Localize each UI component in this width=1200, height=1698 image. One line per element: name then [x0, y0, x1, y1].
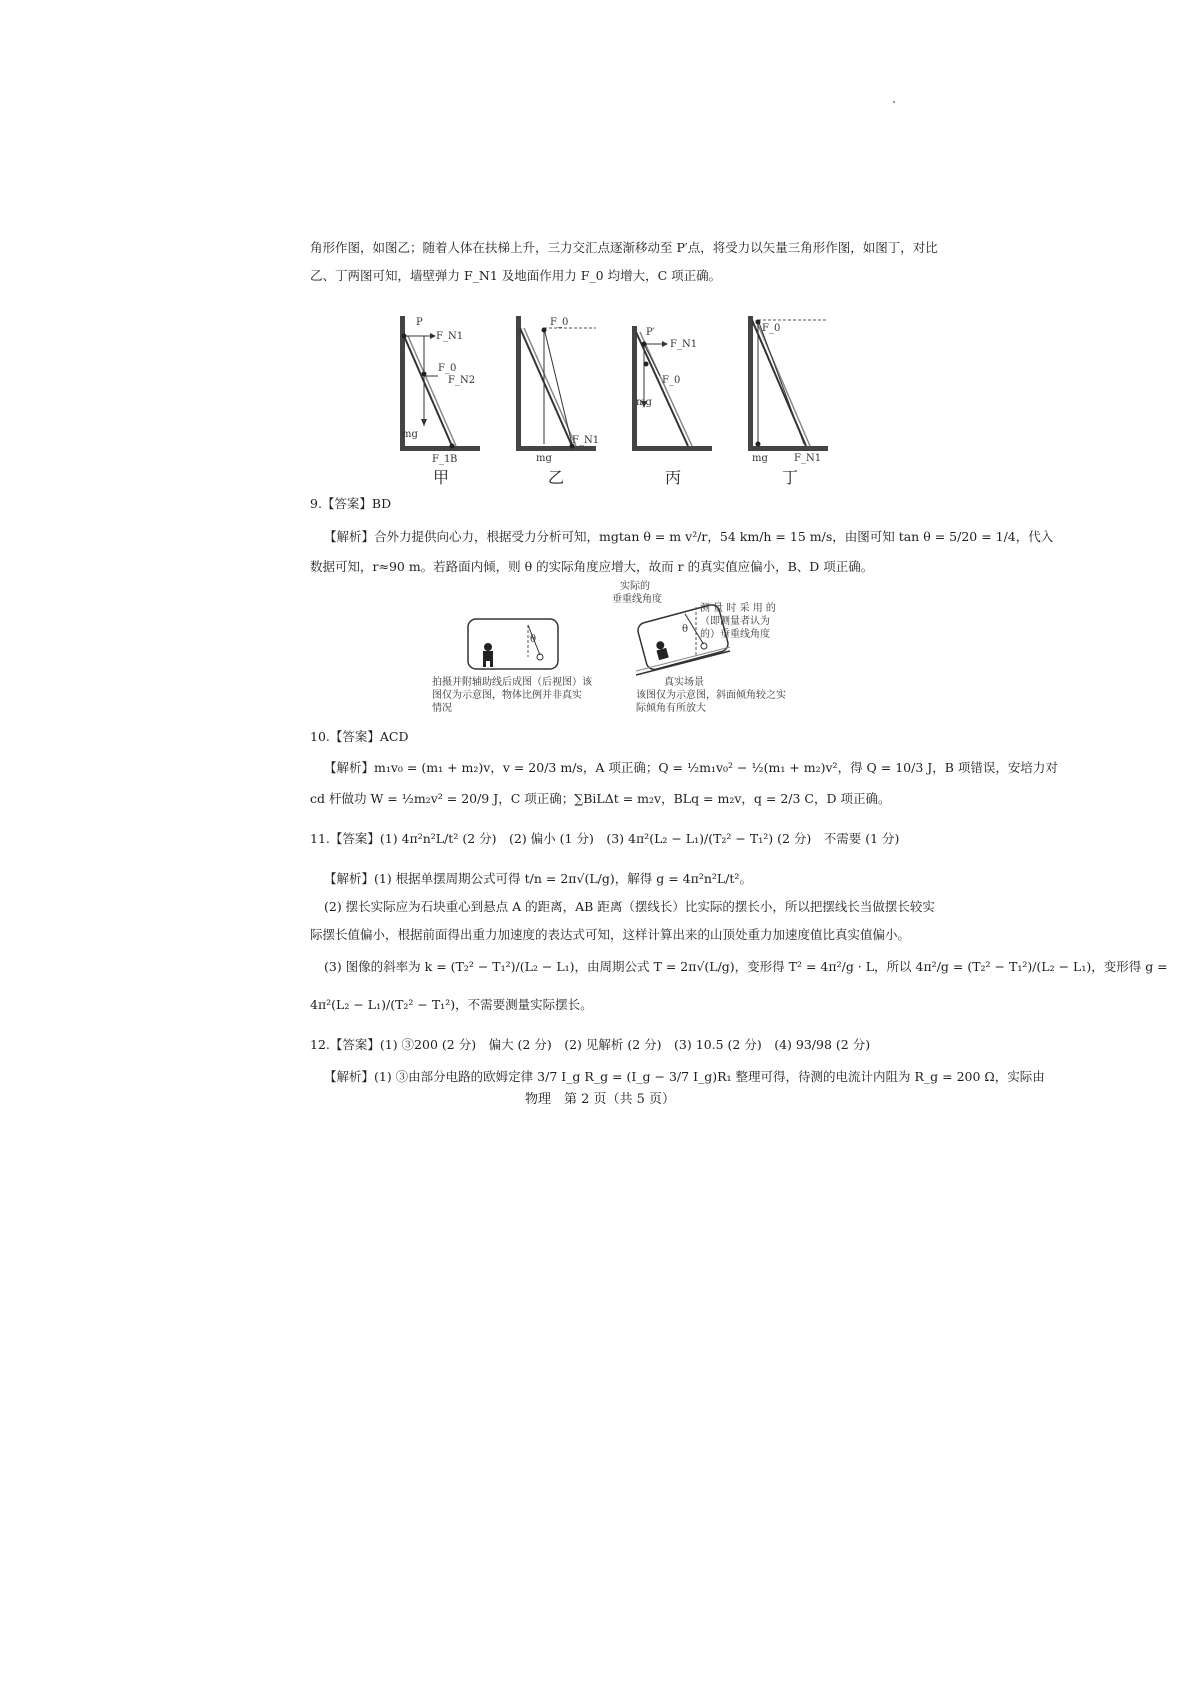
intro-line-2: 乙、丁两图可知，墙壁弹力 F_N1 及地面作用力 F_0 均增大，C 项正确。	[310, 268, 722, 283]
figure-label-ding: 丁	[781, 468, 798, 487]
figure-label-yi: 乙	[547, 468, 564, 487]
label-mg: mg	[636, 397, 652, 408]
q9-caption-right-2: 际倾角有所放大	[636, 703, 706, 714]
figure-ding-drawing	[742, 316, 834, 464]
figure-yi	[510, 316, 602, 464]
label-mg: mg	[402, 429, 418, 440]
label-mg: mg	[752, 453, 768, 464]
figure-label-bing: 丙	[664, 468, 681, 487]
q10-analysis-1: 【解析】m₁v₀ = (m₁ + m₂)v，v = 20/3 m/s，A 项正确；Q = ½m₁v₀² − ½(m₁ + m₂)v²，得 Q = 10/3 J，B 项错误，安培力对	[324, 760, 1058, 775]
label-f0: F_0	[438, 363, 457, 374]
q9-figure-left	[466, 617, 562, 673]
q9-label-actual-2: 垂重线角度	[612, 594, 662, 605]
label-fn1: F_N1	[670, 339, 698, 350]
scan-speck	[893, 101, 895, 103]
q9-label-real-scene: 真实场景	[664, 677, 704, 688]
q9-caption-left-3: 情况	[432, 703, 452, 714]
q10-analysis-2: cd 杆做功 W = ½m₂v² = 20/9 J，C 项正确；∑BiLΔt = m₂v，BLq = m₂v，q = 2/3 C，D 项正确。	[310, 791, 891, 806]
q9-analysis-2: 数据可知，r≈90 m。若路面内倾，则 θ 的实际角度应增大，故而 r 的真实值应偏小，B、D 项正确。	[310, 559, 874, 574]
bus-tilted-drawing	[636, 605, 732, 677]
label-f0: F_0	[662, 375, 681, 386]
q11-analysis-4: (3) 图像的斜率为 k = (T₂² − T₁²)/(L₂ − L₁)，由周期公式 T = 2π√(L/g)，变形得 T² = 4π²/g · L，所以 4π²/g = (T₂² − T₁²)/(L₂ − L₁)，变形得 g =	[324, 959, 1168, 974]
q9-caption-left-2: 图仅为示意图，物体比例并非真实	[432, 690, 582, 701]
q9-answer: 9.【答案】BD	[310, 496, 392, 511]
intro-line-1: 角形作图，如图乙；随着人体在扶梯上升，三力交汇点逐渐移动至 P′点，将受力以矢量三角形作图，如图丁，对比	[310, 240, 938, 255]
q11-answer: 11.【答案】(1) 4π²n²L/t² (2 分) (2) 偏小 (1 分) (3) 4π²(L₂ − L₁)/(T₂² − T₁²) (2 分) 不需要 (1 分)	[310, 831, 900, 846]
label-p: P	[416, 317, 423, 328]
label-p-prime: P′	[646, 327, 655, 338]
q9-label-measured-2: （即测量者认为	[700, 616, 770, 627]
theta-label: θ	[530, 634, 537, 645]
q12-answer: 12.【答案】(1) ③200 (2 分) 偏大 (2 分) (2) 见解析 (2 分) (3) 10.5 (2 分) (4) 93/98 (2 分)	[310, 1037, 871, 1052]
q9-caption-left-1: 拍摄并附辅助线后成图（后视图）该	[432, 677, 592, 688]
figure-jia	[390, 316, 482, 464]
theta-label-right: θ	[682, 624, 689, 635]
q9-analysis-1: 【解析】合外力提供向心力，根据受力分析可知，mgtan θ = m v²/r，54 km/h = 15 m/s，由图可知 tan θ = 5/20 = 1/4，代入	[324, 529, 1054, 544]
label-f0: F_0	[550, 317, 569, 328]
q11-analysis-2: (2) 摆长实际应为石块重心到悬点 A 的距离，AB 距离（摆线长）比实际的摆长小，所以把摆线长当做摆长较实	[324, 899, 935, 914]
figure-label-jia: 甲	[432, 468, 449, 487]
q10-answer: 10.【答案】ACD	[310, 729, 409, 744]
label-fn1: F_N1	[572, 435, 600, 446]
label-mg: mg	[536, 453, 552, 464]
label-fn1: F_N1	[794, 453, 822, 464]
q12-analysis-1: 【解析】(1) ③由部分电路的欧姆定律 3/7 I_g R_g = (I_g − 3/7 I_g)R₁ 整理可得，待测的电流计内阻为 R_g = 200 Ω，实际由	[324, 1069, 1045, 1084]
q9-label-actual-1: 实际的	[620, 581, 650, 592]
q11-analysis-1: 【解析】(1) 根据单摆周期公式可得 t/n = 2π√(L/g)，解得 g = 4π²n²L/t²。	[324, 871, 752, 886]
page-footer: 物理 第 2 页（共 5 页）	[524, 1092, 676, 1107]
figure-bing	[626, 316, 718, 464]
q9-label-measured-1: 测 量 时 采 用 的	[700, 603, 776, 614]
q9-caption-right-1: 该图仅为示意图，斜面倾角较之实	[636, 690, 786, 701]
label-fn1: F_N1	[436, 331, 464, 342]
q11-analysis-5: 4π²(L₂ − L₁)/(T₂² − T₁²)，不需要测量实际摆长。	[310, 997, 593, 1012]
q9-figure-right	[636, 605, 732, 677]
label-b: B	[450, 454, 458, 465]
label-f0: F_0	[762, 323, 781, 334]
q11-analysis-3: 际摆长值偏小，根据前面得出重力加速度的表达式可知，这样计算出来的山顶处重力加速度值比真实值偏小。	[310, 927, 911, 942]
bus-rear-view-drawing	[466, 617, 562, 673]
q9-label-measured-3: 的）垂重线角度	[700, 629, 770, 640]
label-f1: F_1	[432, 454, 451, 465]
figure-ding	[742, 316, 834, 464]
label-fn2: F_N2	[448, 375, 476, 386]
